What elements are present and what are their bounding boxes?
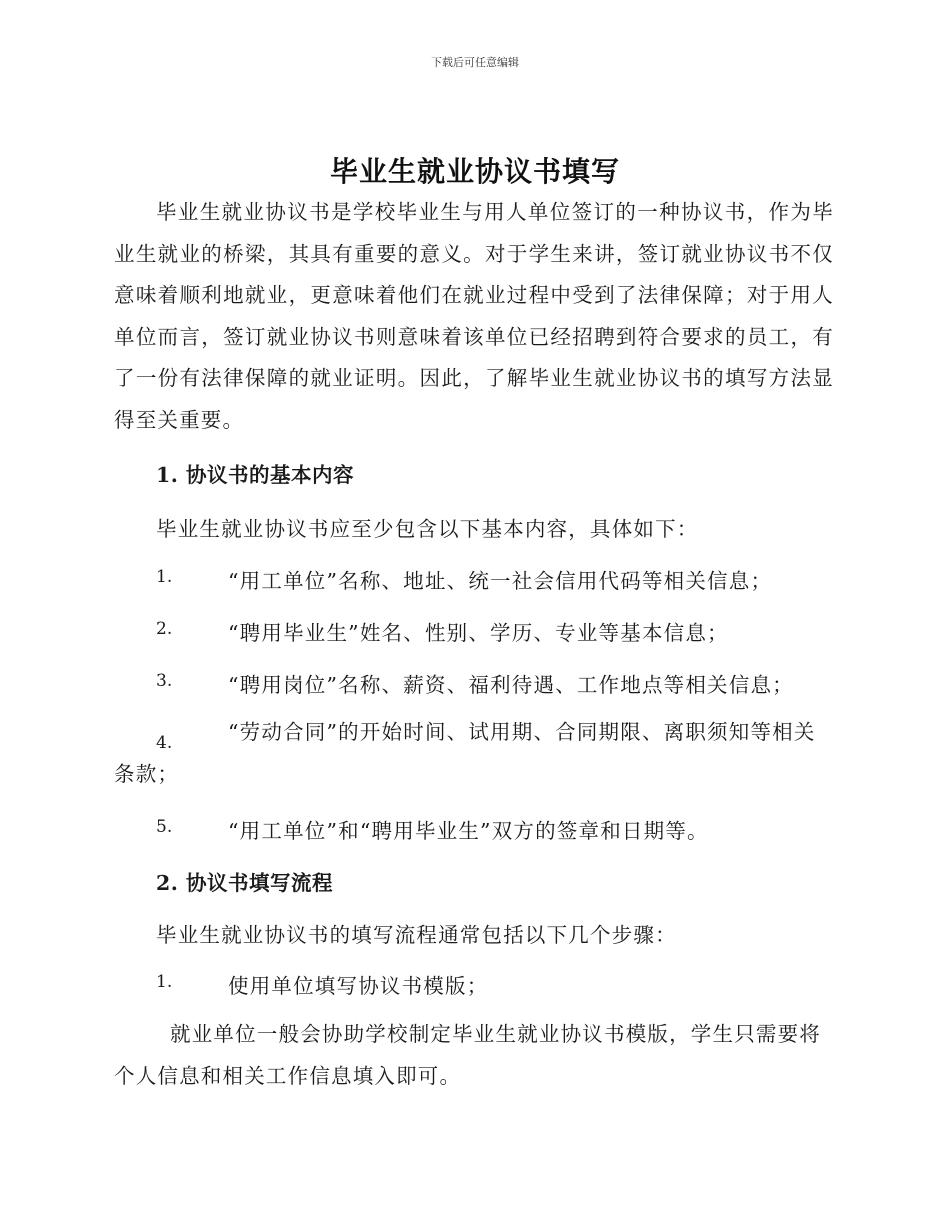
header-note: 下载后可任意编辑 (431, 56, 519, 69)
section-2-lead: 毕业生就业协议书的填写流程通常包括以下几个步骤： (156, 923, 677, 947)
list-item-text: 使用单位填写协议书模版； (228, 974, 489, 998)
list-item-number: 5. (156, 817, 173, 837)
list-item-text: “用工单位”和“聘用毕业生”双方的签章和日期等。 (228, 819, 709, 843)
list-item (114, 712, 834, 795)
list-item-text: “用工单位”名称、地址、统一社会信用代码等相关信息； (228, 569, 773, 593)
list-item-text: “劳动合同”的开始时间、试用期、合同期限、离职须知等相关条款； (114, 720, 816, 786)
closing-paragraph: 就业单位一般会协助学校制定毕业生就业协议书模版，学生只需要将个人信息和相关工作信息填入即可。 (114, 1022, 821, 1088)
list-item-text: “聘用岗位”名称、薪资、福利待遇、工作地点等相关信息； (228, 673, 794, 697)
intro-paragraph: 毕业生就业协议书是学校毕业生与用人单位签订的一种协议书，作为毕业生就业的桥梁，其具有重要的意义。对于学生来讲，签订就业协议书不仅意味着顺利地就业，更意味着他们在就业过程中受到了法律保障；对于用人单位而言，签订就业协议书则意味着该单位已经招聘到符合要求的员工，有了一份有法律保障的就业证明。因此，了解毕业生就业协议书的填写方法显得至关重要。 (114, 200, 834, 432)
list-item-number: 2. (156, 619, 173, 639)
list-item-text: “聘用毕业生”姓名、性别、学历、专业等基本信息； (228, 621, 729, 645)
section-1-lead: 毕业生就业协议书应至少包含以下基本内容，具体如下： (156, 517, 699, 541)
list-item-number: 1. (156, 972, 173, 992)
list-item-number: 4. (156, 733, 173, 753)
document-title: 毕业生就业协议书填写 (329, 155, 620, 188)
section-2-heading: 2. 协议书填写流程 (156, 871, 334, 895)
list-item-number: 3. (156, 671, 173, 691)
section-1-heading: 1. 协议书的基本内容 (156, 463, 355, 487)
list-item-number: 1. (156, 567, 173, 587)
